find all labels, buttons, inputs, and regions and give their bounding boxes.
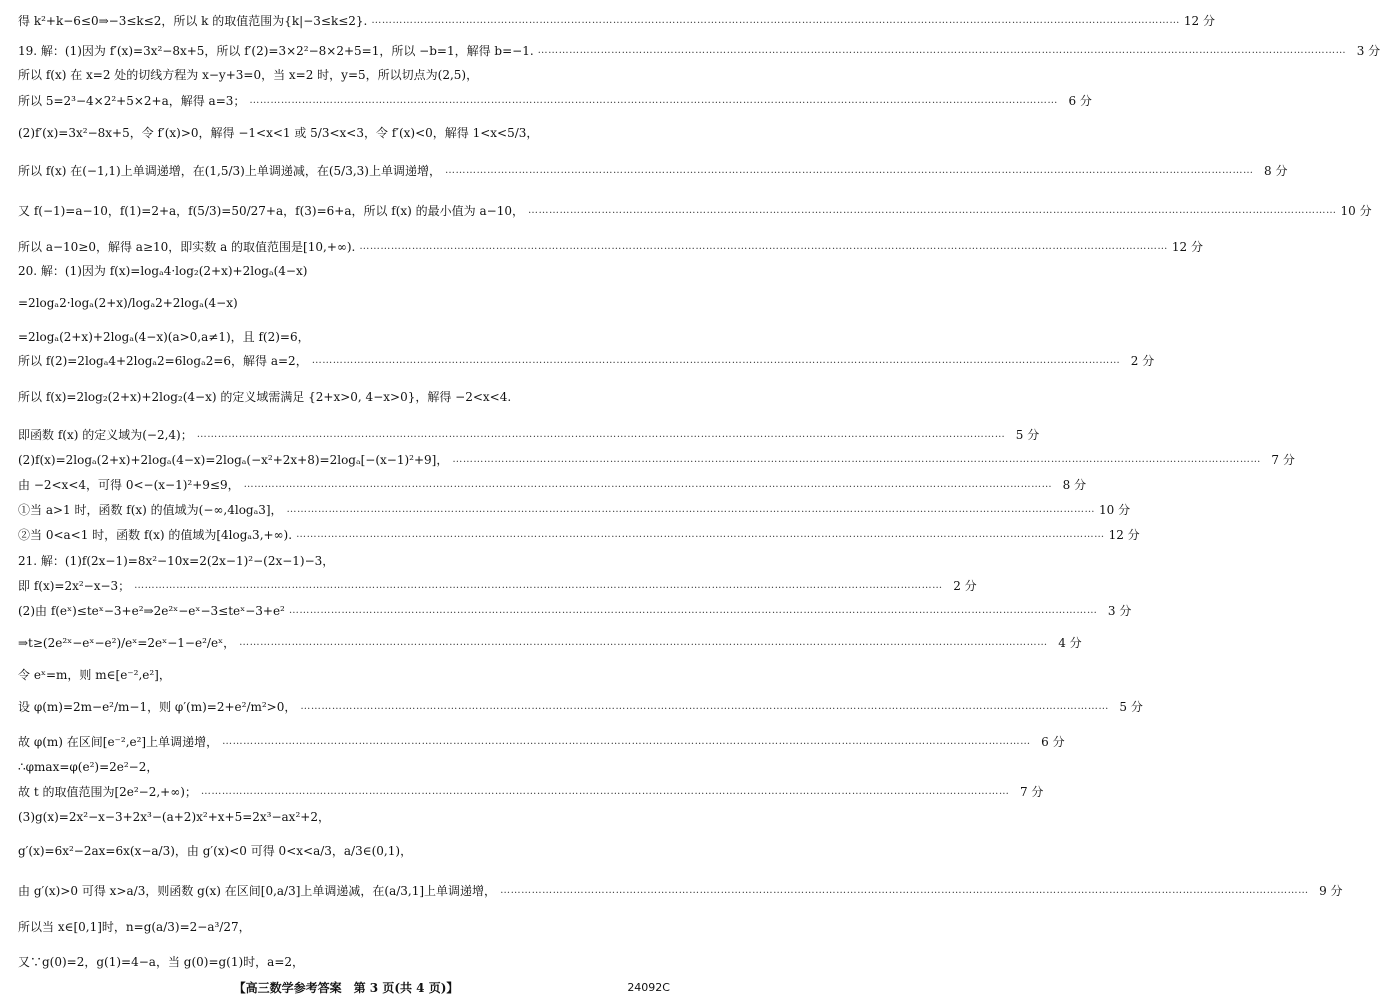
answer-line [18, 202, 1372, 219]
answer-line [18, 808, 672, 825]
leader-dots [239, 637, 1048, 648]
score-label: 5 分 [1119, 700, 1143, 714]
line-text: 21. 解：(1)f(2x−1)=8x²−10x=2(2x−1)²−(2x−1)−3， [18, 554, 335, 568]
leader-dots [445, 165, 1254, 176]
answer-line [18, 842, 672, 859]
answer-line [18, 66, 672, 83]
document-code: 24092C [627, 981, 670, 994]
leader-dots [249, 95, 1058, 106]
line-text: 所以 f(x)=2log₂(2+x)+2log₂(4−x) 的定义域需满足 {2+x>0, 4−x>0}，解得 −2<x<4. [18, 390, 512, 404]
score-label: 7 分 [1271, 453, 1295, 467]
leader-dots [197, 429, 1006, 440]
line-text: 令 eˣ=m，则 m∈[e⁻²,e²]， [18, 668, 171, 682]
score-label: 12 分 [1171, 240, 1203, 254]
leader-dots [244, 479, 1053, 490]
line-text: 设 φ(m)=2m−e²/m−1，则 φ′(m)=2+e²/m²>0， [18, 700, 297, 714]
leader-dots [359, 241, 1168, 252]
line-text: 所以当 x∈[0,1]时，n=g(a/3)=2−a³/27， [18, 920, 251, 934]
leader-dots [300, 701, 1109, 712]
leader-dots [371, 15, 1180, 26]
leader-dots [287, 504, 1096, 515]
line-text: 故 φ(m) 在区间[e⁻²,e²]上单调递增， [18, 735, 219, 749]
leader-dots [222, 736, 1031, 747]
answer-line [18, 634, 1082, 651]
score-label: 3 分 [1356, 44, 1380, 58]
line-text: 即 f(x)=2x²−x−3； [18, 579, 131, 593]
answer-line [18, 953, 672, 970]
answer-line [18, 476, 1087, 493]
answer-line [18, 602, 1132, 619]
score-label: 7 分 [1019, 785, 1044, 799]
answer-line [18, 918, 672, 935]
score-label: 3 分 [1107, 604, 1132, 618]
answer-line [18, 451, 1295, 468]
line-text: 由 g′(x)>0 可得 x>a/3，则函数 g(x) 在区间[0,a/3]上单调递减，在(a/3,1]上单调递增， [18, 884, 497, 898]
leader-dots [296, 529, 1105, 540]
leader-dots [500, 885, 1309, 896]
line-text: 20. 解：(1)因为 f(x)=logₐ4·log₂(2+x)+2logₐ(4−x) [18, 264, 308, 278]
answer-line [18, 328, 672, 345]
score-label: 6 分 [1068, 94, 1092, 108]
line-text: 又 f(−1)=a−10，f(1)=2+a，f(5/3)=50/27+a，f(3)=6+a，所以 f(x) 的最小值为 a−10， [18, 204, 524, 218]
answer-line [18, 162, 1288, 179]
score-label: 4 分 [1058, 636, 1082, 650]
score-label: 8 分 [1062, 478, 1087, 492]
answer-line [18, 882, 1343, 899]
answer-line [18, 577, 977, 594]
score-label: 2 分 [953, 579, 977, 593]
score-label: 10 分 [1099, 503, 1131, 517]
answer-line [18, 733, 1065, 750]
leader-dots [289, 605, 1098, 616]
answer-line [18, 783, 1044, 800]
line-text: (2)由 f(eˣ)≤teˣ−3+e²⇒2e²ˣ−eˣ−3≤teˣ−3+e² [18, 604, 285, 618]
answer-line [18, 426, 1040, 443]
leader-dots [528, 205, 1337, 216]
answer-line [18, 262, 672, 279]
score-label: 8 分 [1264, 164, 1288, 178]
leader-dots [312, 355, 1121, 366]
leader-dots [134, 580, 943, 591]
line-text: 得 k²+k−6≤0⇒−3≤k≤2，所以 k 的取值范围为{k|−3≤k≤2}. [18, 14, 368, 28]
answer-line [18, 352, 1155, 369]
line-text: 由 −2<x<4，可得 0<−(x−1)²+9≤9， [18, 478, 240, 492]
page-footer-title: 【高三数学参考答案 第 3 页(共 4 页)】 [233, 981, 459, 995]
answer-line [18, 388, 672, 405]
answer-line [18, 666, 672, 683]
line-text: g′(x)=6x²−2ax=6x(x−a/3)，由 g′(x)<0 可得 0<x<a/3，a/3∈(0,1)， [18, 844, 413, 858]
line-text: 即函数 f(x) 的定义域为(−2,4)； [18, 428, 193, 442]
leader-dots [538, 45, 1347, 56]
answer-line [18, 758, 672, 775]
answer-line [18, 12, 1215, 29]
line-text: =2logₐ2·logₐ(2+x)/logₐ2+2logₐ(4−x) [18, 296, 238, 310]
score-label: 10 分 [1340, 204, 1372, 218]
line-text: =2logₐ(2+x)+2logₐ(4−x)(a>0,a≠1)，且 f(2)=6， [18, 330, 310, 344]
answer-line [18, 42, 1380, 59]
line-text: ①当 a>1 时，函数 f(x) 的值域为(−∞,4logₐ3]， [18, 503, 283, 517]
line-text: 所以 a−10≥0，解得 a≥10，即实数 a 的取值范围是[10,+∞). [18, 240, 356, 254]
line-text: ∴φmax=φ(e²)=2e²−2， [18, 760, 159, 774]
line-text: 故 t 的取值范围为[2e²−2,+∞)； [18, 785, 197, 799]
line-text: (2)f(x)=2logₐ(2+x)+2logₐ(4−x)=2logₐ(−x²+2x+8)=2logₐ[−(x−1)²+9]， [18, 453, 449, 467]
score-label: 2 分 [1130, 354, 1155, 368]
score-label: 12 分 [1108, 528, 1140, 542]
score-label: 5 分 [1015, 428, 1040, 442]
leader-dots [452, 454, 1261, 465]
score-label: 12 分 [1183, 14, 1215, 28]
score-label: 9 分 [1319, 884, 1343, 898]
leader-dots [201, 786, 1010, 797]
answer-line [18, 501, 1131, 518]
line-text: 所以 5=2³−4×2²+5×2+a，解得 a=3； [18, 94, 246, 108]
line-text: 所以 f(2)=2logₐ4+2logₐ2=6logₐ2=6，解得 a=2， [18, 354, 308, 368]
line-text: 所以 f(x) 在 x=2 处的切线方程为 x−y+3=0，当 x=2 时，y=5，所以切点为(2,5)， [18, 68, 479, 82]
line-text: ②当 0<a<1 时，函数 f(x) 的值域为[4logₐ3,+∞). [18, 528, 293, 542]
line-text: 又∵g(0)=2，g(1)=4−a，当 g(0)=g(1)时，a=2， [18, 955, 305, 969]
score-label: 6 分 [1041, 735, 1065, 749]
line-text: 19. 解：(1)因为 f′(x)=3x²−8x+5，所以 f′(2)=3×2²−8×2+5=1，所以 −b=1，解得 b=−1. [18, 44, 534, 58]
line-text: (2)f′(x)=3x²−8x+5，令 f′(x)>0，解得 −1<x<1 或 5/3<x<3，令 f′(x)<0，解得 1<x<5/3， [18, 126, 539, 140]
answer-line [18, 238, 1203, 255]
line-text: ⇒t≥(2e²ˣ−eˣ−e²)/eˣ=2eˣ−1−e²/eˣ， [18, 636, 236, 650]
line-text: (3)g(x)=2x²−x−3+2x³−(a+2)x²+x+5=2x³−ax²+2， [18, 810, 330, 824]
line-text: 所以 f(x) 在(−1,1)上单调递增，在(1,5/3)上单调递减，在(5/3,3)上单调递增， [18, 164, 441, 178]
answer-line [18, 698, 1143, 715]
answer-line [18, 552, 672, 569]
answer-line [18, 92, 1092, 109]
answer-line [18, 296, 672, 310]
answer-line [18, 124, 672, 141]
answer-line [18, 526, 1140, 543]
